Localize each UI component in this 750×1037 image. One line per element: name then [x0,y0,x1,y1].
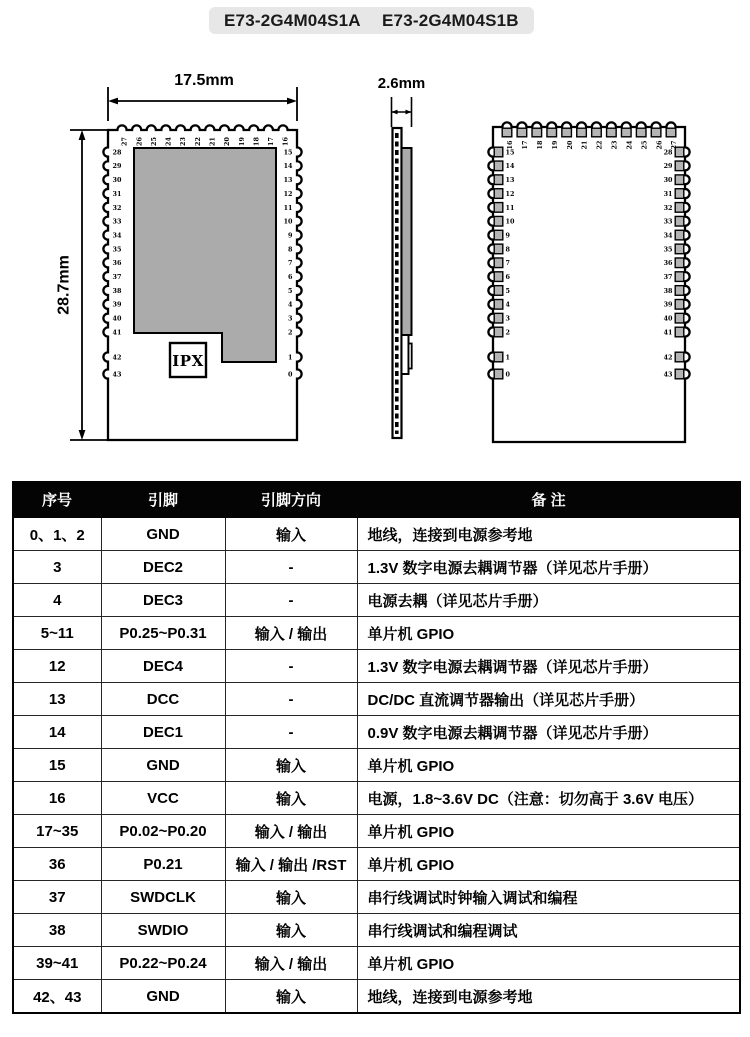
pin-number: 12 [283,189,293,198]
pin-name-cell: GND [101,749,225,782]
pin-note-cell: 电源去耦（详见芯片手册） [357,584,740,617]
solder-pad [502,128,512,137]
pin-number: 4 [288,300,293,309]
table-row [13,914,740,947]
pin-note-cell: 单片机 GPIO [357,947,740,980]
pin-number: 43 [663,370,673,379]
pin-number: 32 [663,203,673,212]
pin-name-cell: SWDIO [101,914,225,947]
solder-pad [651,128,661,137]
dimension-arrowhead [287,98,297,105]
pin-direction-cell: 输入 [225,980,357,1014]
pin-number: 17 [267,137,276,146]
pin-number: 1 [505,353,510,362]
pin-number: 19 [550,140,559,150]
table-row [13,881,740,914]
pin-direction-cell: 输入 [225,914,357,947]
pin-direction-cell: - [225,650,357,683]
pin-number: 7 [505,259,510,268]
pin-number: 4 [505,300,510,309]
column-header: 序号 [13,482,101,517]
solder-pad [494,203,503,213]
pin-number: 23 [179,137,188,146]
pin-number: 22 [595,140,604,150]
side-view [393,128,412,438]
pin-number-cell: 17~35 [13,815,101,848]
solder-pad [675,369,684,379]
pin-note-cell: 1.3V 数字电源去耦调节器（详见芯片手册） [357,650,740,683]
pin-number: 19 [237,137,246,146]
solder-pad [494,272,503,282]
solder-pad [494,300,503,310]
pin-number: 26 [135,137,144,146]
solder-pad [577,128,587,137]
table-row [13,815,740,848]
pin-name-cell: DEC2 [101,551,225,584]
pin-name-cell: DCC [101,683,225,716]
pin-direction-cell: 输入 [225,782,357,815]
pin-number: 33 [112,217,122,226]
table-row [13,980,740,1014]
pin-note-cell: 地线，连接到电源参考地 [357,980,740,1014]
pin-number: 38 [112,286,122,295]
pin-number: 26 [655,140,664,150]
pin-direction-cell: 输入 [225,881,357,914]
table-row [13,848,740,881]
pin-number-cell: 5~11 [13,617,101,650]
pin-number: 2 [505,328,510,337]
pin-number: 21 [208,137,217,146]
pin-number-cell: 42、43 [13,980,101,1014]
pin-direction-cell: - [225,584,357,617]
dimension-arrowhead [79,430,86,440]
solder-pad [494,313,503,323]
pin-number: 37 [112,273,122,282]
back-view [488,122,689,442]
width-dimension-label: 17.5mm [174,72,234,89]
pin-number-cell: 12 [13,650,101,683]
table-row [13,782,740,815]
pin-number: 40 [112,314,122,323]
solder-pad [675,230,684,240]
ipx-connector-tip [409,344,412,369]
pin-number-cell: 3 [13,551,101,584]
pin-number: 24 [625,140,634,150]
pin-number: 25 [149,137,158,146]
dimension-arrowhead [392,110,398,115]
pin-number: 1 [288,353,293,362]
pin-number: 39 [663,300,673,309]
pin-note-cell: 0.9V 数字电源去耦调节器（详见芯片手册） [357,716,740,749]
solder-pad [547,128,557,137]
solder-pad [666,128,676,137]
pin-direction-cell: 输入 [225,749,357,782]
pin-number: 9 [505,231,510,240]
pin-table [12,481,741,1014]
model-badge-a: E73-2G4M04S1A [209,7,376,34]
pin-number: 35 [663,245,673,254]
pin-number: 14 [505,162,515,171]
pin-number-cell: 37 [13,881,101,914]
table-row [13,617,740,650]
solder-pad [675,272,684,282]
pin-number: 13 [505,176,515,185]
pin-name-cell: SWDCLK [101,881,225,914]
table-row [13,716,740,749]
solder-pad [532,128,542,137]
pin-number: 30 [112,176,122,185]
solder-pad [494,258,503,268]
pin-name-cell: P0.02~P0.20 [101,815,225,848]
solder-pad [675,352,684,362]
pin-number: 27 [120,137,129,146]
solder-pad [675,244,684,254]
pin-number: 33 [663,217,673,226]
module-outline-back [488,122,689,442]
rf-shield [134,148,276,362]
pin-number: 42 [112,353,122,362]
pin-note-cell: DC/DC 直流调节器输出（详见芯片手册） [357,683,740,716]
solder-pad [494,352,503,362]
solder-pad [494,286,503,296]
pin-number: 40 [663,314,673,323]
pin-name-cell: VCC [101,782,225,815]
table-row [13,551,740,584]
width-dimension [108,87,297,121]
pin-number: 29 [663,162,673,171]
pin-number: 21 [580,140,589,150]
pin-number-cell: 4 [13,584,101,617]
dimension-arrowhead [108,98,118,105]
solder-pad [675,327,684,337]
pin-number: 28 [112,148,122,157]
solder-pad [675,175,684,185]
thickness-dimension-label: 2.6mm [377,75,426,92]
pin-number: 31 [112,189,122,198]
solder-pad [494,161,503,171]
pin-direction-cell: 输入 / 输出 [225,617,357,650]
pin-number: 22 [193,137,202,146]
pin-name-cell: P0.22~P0.24 [101,947,225,980]
pin-number: 6 [288,273,293,282]
pin-number: 16 [506,140,515,150]
pin-note-cell: 单片机 GPIO [357,617,740,650]
pin-number: 9 [288,231,293,240]
pin-number: 5 [505,286,510,295]
pin-number: 37 [663,273,673,282]
solder-pad [494,244,503,254]
pin-number-cell: 14 [13,716,101,749]
pin-name-cell: DEC3 [101,584,225,617]
pin-number: 30 [663,176,673,185]
pin-number: 28 [663,148,673,157]
pin-number: 35 [112,245,122,254]
pin-number: 27 [670,140,679,150]
pin-number: 23 [610,140,619,150]
pin-table-header [13,482,740,517]
solder-pad [675,161,684,171]
pin-number: 5 [288,286,293,295]
pin-number: 25 [640,140,649,150]
pin-number: 15 [283,148,293,157]
pin-number: 18 [252,137,261,146]
solder-pad [494,230,503,240]
pin-note-cell: 地线，连接到电源参考地 [357,517,740,551]
column-header: 备 注 [357,482,740,517]
solder-pad [675,189,684,199]
column-header: 引脚方向 [225,482,357,517]
pin-number: 11 [283,203,293,212]
table-row [13,749,740,782]
pin-note-cell: 1.3V 数字电源去耦调节器（详见芯片手册） [357,551,740,584]
pin-number: 11 [505,203,515,212]
solder-pad [675,313,684,323]
height-dimension-label: 28.7mm [55,255,73,315]
pin-number: 3 [505,314,510,323]
pin-number: 41 [112,328,122,337]
pin-number: 34 [112,231,122,240]
pin-number: 8 [288,245,293,254]
pin-name-cell: P0.21 [101,848,225,881]
pin-note-cell: 单片机 GPIO [357,749,740,782]
pin-name-cell: GND [101,980,225,1014]
solder-pad [494,175,503,185]
solder-pad [675,216,684,226]
pin-number: 6 [505,273,510,282]
pin-number: 10 [283,217,293,226]
table-row [13,584,740,617]
pin-number: 2 [288,328,293,337]
pin-number: 12 [505,189,515,198]
pin-number: 0 [505,370,510,379]
pin-number-cell: 16 [13,782,101,815]
table-row [13,650,740,683]
pin-name-cell: DEC4 [101,650,225,683]
solder-pad [636,128,646,137]
pin-number: 36 [112,259,122,268]
pin-number: 17 [521,140,530,150]
pin-number: 10 [505,217,515,226]
pin-number: 34 [663,231,673,240]
rf-shield-side [402,148,412,335]
solder-pad [494,327,503,337]
solder-pad [517,128,527,137]
pin-name-cell: P0.25~P0.31 [101,617,225,650]
pin-note-cell: 串行线调试时钟输入调试和编程 [357,881,740,914]
pin-number-cell: 13 [13,683,101,716]
pin-direction-cell: 输入 / 输出 [225,815,357,848]
pin-number: 41 [663,328,673,337]
pin-number-cell: 0、1、2 [13,517,101,551]
pin-number: 31 [663,189,673,198]
ipx-connector-side [402,335,409,374]
pin-number: 8 [505,245,510,254]
dimension-arrowhead [79,130,86,140]
pin-number: 16 [281,137,290,146]
table-row [13,517,740,551]
pin-number: 15 [505,148,515,157]
solder-pad [494,216,503,226]
pin-number: 18 [536,140,545,150]
table-row [13,683,740,716]
table-row [13,947,740,980]
pin-number: 20 [223,137,232,146]
solder-pad [675,286,684,296]
ipx-label: IPX [172,352,204,370]
solder-pad [562,128,572,137]
pin-number: 20 [565,140,574,150]
pin-number: 7 [288,259,293,268]
pin-name-cell: DEC1 [101,716,225,749]
model-badge-b: E73-2G4M04S1B [367,7,534,34]
pin-name-cell: GND [101,517,225,551]
column-header: 引脚 [101,482,225,517]
pin-number-cell: 36 [13,848,101,881]
pin-number: 36 [663,259,673,268]
solder-pad [592,128,602,137]
pin-number: 24 [164,137,173,146]
pin-number: 29 [112,162,122,171]
pin-number: 42 [663,353,673,362]
pin-number: 14 [283,162,293,171]
pin-number-cell: 39~41 [13,947,101,980]
pin-note-cell: 单片机 GPIO [357,848,740,881]
pin-direction-cell: - [225,683,357,716]
solder-pad [494,147,503,157]
solder-pad [675,258,684,268]
solder-pad [494,189,503,199]
pin-number-cell: 15 [13,749,101,782]
pin-number: 3 [288,314,293,323]
pin-number: 43 [112,370,122,379]
solder-pad [675,203,684,213]
pin-direction-cell: 输入 / 输出 /RST [225,848,357,881]
pin-direction-cell: 输入 / 输出 [225,947,357,980]
pin-note-cell: 单片机 GPIO [357,815,740,848]
pin-number: 32 [112,203,122,212]
solder-pad [494,369,503,379]
pin-number: 13 [283,176,293,185]
pin-number-cell: 38 [13,914,101,947]
front-view [103,125,301,440]
pin-number: 0 [288,370,293,379]
pin-note-cell: 电源，1.8~3.6V DC（注意：切勿高于 3.6V 电压） [357,782,740,815]
pin-note-cell: 串行线调试和编程调试 [357,914,740,947]
dimension-arrowhead [406,110,412,115]
module-drawings [0,0,750,465]
solder-pad [621,128,631,137]
pin-number: 39 [112,300,122,309]
solder-pad [675,300,684,310]
pin-number: 38 [663,286,673,295]
pin-direction-cell: - [225,551,357,584]
pin-direction-cell: - [225,716,357,749]
pin-direction-cell: 输入 [225,517,357,551]
solder-pad [607,128,617,137]
